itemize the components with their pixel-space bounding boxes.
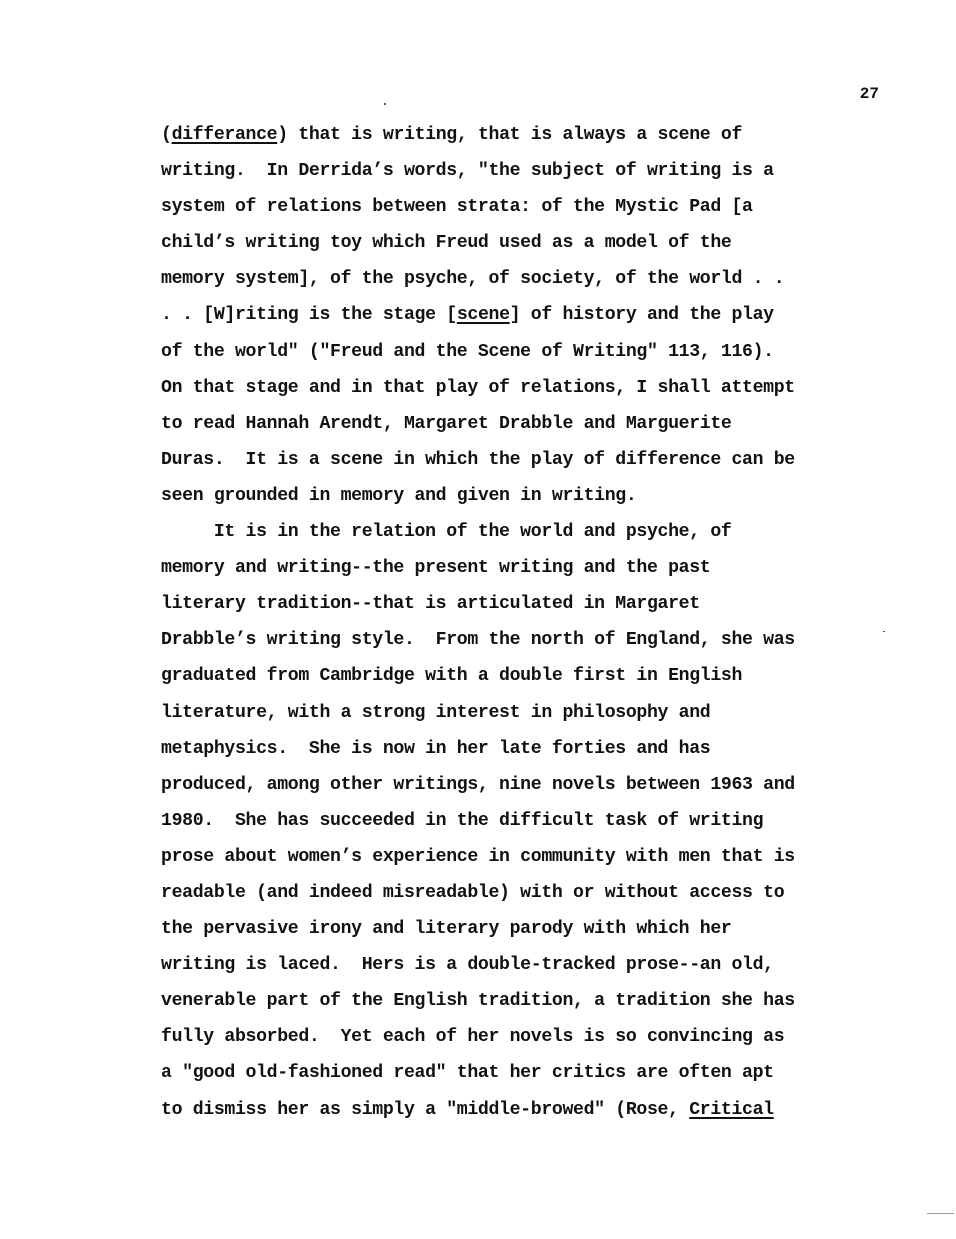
scan-speck xyxy=(883,631,885,632)
text-line xyxy=(161,334,851,370)
text-segment: Duras. It is a scene in which the play of difference can be xyxy=(161,449,795,470)
text-segment: ] of history and the play xyxy=(509,305,774,326)
text-segment: a "good old-fashioned read" that her critics are often apt xyxy=(161,1063,774,1084)
scan-speck xyxy=(384,103,386,105)
text-segment: produced, among other writings, nine novels between 1963 and xyxy=(161,774,795,795)
text-segment: child’s writing toy which Freud used as a model of the xyxy=(161,233,732,254)
text-segment: writing is laced. Hers is a double-tracked prose--an old, xyxy=(161,955,774,976)
text-line xyxy=(161,261,851,297)
text-line xyxy=(161,983,851,1019)
text-line xyxy=(161,406,851,442)
text-segment: Drabble’s writing style. From the north of England, she was xyxy=(161,630,795,651)
text-line xyxy=(161,586,851,622)
text-segment: literature, with a strong interest in philosophy and xyxy=(161,702,711,723)
text-line xyxy=(161,442,851,478)
body-text xyxy=(161,117,851,1128)
text-line xyxy=(161,731,851,767)
text-segment: the pervasive irony and literary parody with which her xyxy=(161,919,732,940)
text-segment: . . [W]riting is the stage [ xyxy=(161,305,457,326)
text-segment: venerable part of the English tradition, a tradition she has xyxy=(161,991,795,1012)
text-segment: prose about women’s experience in community with men that is xyxy=(161,846,795,867)
text-line xyxy=(161,803,851,839)
text-segment: On that stage and in that play of relations, I shall attempt xyxy=(161,377,795,398)
text-line xyxy=(161,622,851,658)
text-segment: 1980. She has succeeded in the difficult task of writing xyxy=(161,810,764,831)
text-segment: It is in the relation of the world and psyche, of xyxy=(161,522,732,543)
text-line xyxy=(161,1055,851,1091)
text-line xyxy=(161,658,851,694)
text-segment: metaphysics. She is now in her late forties and has xyxy=(161,738,711,759)
text-segment: writing. In Derrida’s words, "the subject of writing is a xyxy=(161,161,774,182)
text-segment: seen grounded in memory and given in writing. xyxy=(161,485,637,506)
text-segment: memory and writing--the present writing and the past xyxy=(161,558,711,579)
page-number: 27 xyxy=(859,85,879,103)
text-line xyxy=(161,550,851,586)
text-segment: literary tradition--that is articulated in Margaret xyxy=(161,594,700,615)
text-line xyxy=(161,153,851,189)
underlined-text: differance xyxy=(171,125,278,145)
text-segment: to dismiss her as simply a "middle-browed" (Rose, xyxy=(161,1099,690,1120)
text-line xyxy=(161,767,851,803)
text-line xyxy=(161,695,851,731)
text-line xyxy=(161,1019,851,1055)
text-segment: system of relations between strata: of the Mystic Pad [a xyxy=(161,197,753,218)
scan-speck xyxy=(927,1213,954,1214)
text-line xyxy=(161,478,851,514)
text-line xyxy=(161,839,851,875)
text-segment: ( xyxy=(161,125,172,145)
text-line xyxy=(161,370,851,406)
text-segment: ) that is writing, that is always a scene of xyxy=(277,125,743,145)
text-line xyxy=(161,225,851,261)
underlined-text: Critical xyxy=(689,1099,774,1120)
text-line xyxy=(161,297,851,333)
text-segment: to read Hannah Arendt, Margaret Drabble and Marguerite xyxy=(161,413,732,434)
text-segment: graduated from Cambridge with a double first in English xyxy=(161,666,743,687)
text-line xyxy=(161,117,851,153)
text-line xyxy=(161,189,851,225)
text-segment: of the world" ("Freud and the Scene of Writing" 113, 116). xyxy=(161,341,774,362)
text-line xyxy=(161,1092,851,1128)
text-line xyxy=(161,875,851,911)
text-segment: fully absorbed. Yet each of her novels is so convincing as xyxy=(161,1027,785,1048)
text-line xyxy=(161,911,851,947)
underlined-text: scene xyxy=(456,305,510,326)
text-segment: readable (and indeed misreadable) with or without access to xyxy=(161,882,785,903)
text-line xyxy=(161,947,851,983)
text-segment: memory system], of the psyche, of society, of the world . . xyxy=(161,269,785,290)
text-line xyxy=(161,514,851,550)
